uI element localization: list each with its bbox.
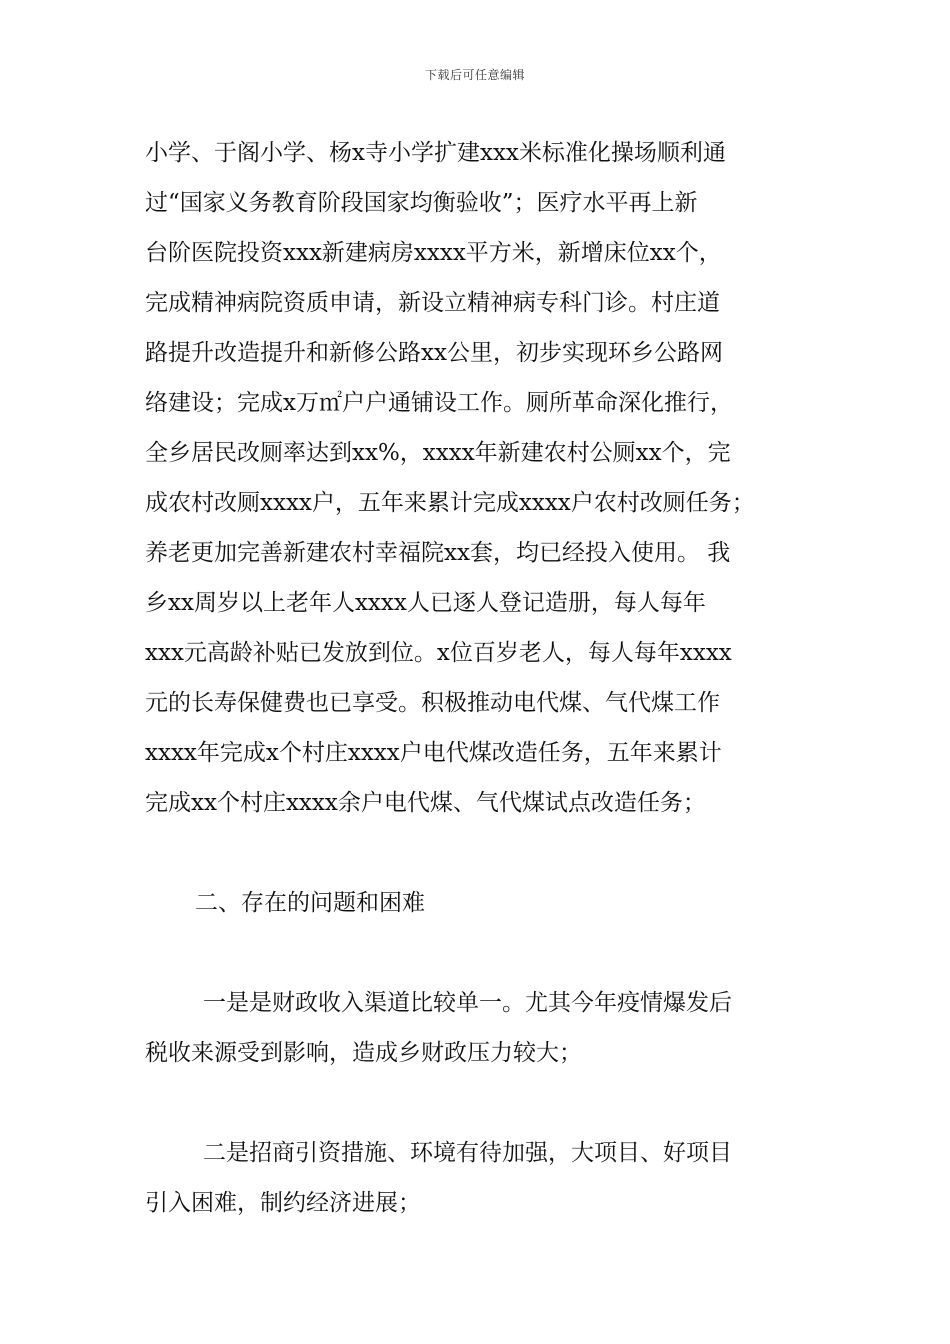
body-line: xxx元高龄补贴已发放到位。x位百岁老人，每人每年xxxx [145, 640, 732, 666]
page-header: 下载后可任意编辑 [424, 68, 525, 82]
document-body [145, 128, 810, 1228]
problem-1-line: 一是是财政收入渠道比较单一。尤其今年疫情爆发后 [203, 990, 732, 1016]
problem-1-line: 税收来源受到影响，造成乡财政压力较大； [145, 1040, 582, 1066]
body-line: 养老更加完善新建农村幸福院xx套，均已经投入使用。 我 [145, 540, 731, 566]
paragraph-gap [145, 828, 810, 878]
paragraph-gap [145, 928, 810, 978]
body-line: 台阶医院投资xxx新建病房xxxx平方米，新增床位xx个， [145, 240, 722, 266]
body-line: 小学、于阁小学、杨x寺小学扩建xxx米标准化操场顺利通 [145, 140, 726, 166]
body-line: 完成xx个村庄xxxx余户电代煤、气代煤试点改造任务； [145, 790, 706, 816]
body-line: 完成精神病院资质申请，新设立精神病专科门诊。村庄道 [145, 290, 720, 316]
section-heading: 二、存在的问题和困难 [195, 890, 425, 916]
body-line: 成农村改厕xxxx户，五年来累计完成xxxx户农村改厕任务； [145, 490, 755, 516]
paragraph-gap [145, 1078, 810, 1128]
body-line: xxxx年完成x个村庄xxxx户电代煤改造任务，五年来累计 [145, 740, 722, 766]
problem-2-line: 引入困难，制约经济进展； [145, 1190, 421, 1216]
body-line: 全乡居民改厕率达到xx%，xxxx年新建农村公厕xx个，完 [145, 440, 731, 466]
problem-2-line: 二是招商引资措施、环境有待加强，大项目、好项目 [203, 1140, 732, 1166]
body-line: 元的长寿保健费也已享受。积极推动电代煤、气代煤工作 [145, 690, 720, 716]
body-line: 乡xx周岁以上老年人xxxx人已逐人登记造册，每人每年 [145, 590, 706, 616]
body-line: 络建设；完成x万㎡户户通铺设工作。厕所革命深化推行， [145, 390, 733, 416]
body-line: 过“国家义务教育阶段国家均衡验收”；医疗水平再上新 [145, 190, 698, 216]
body-line: 路提升改造提升和新修公路xx公里，初步实现环乡公路网 [145, 340, 723, 366]
